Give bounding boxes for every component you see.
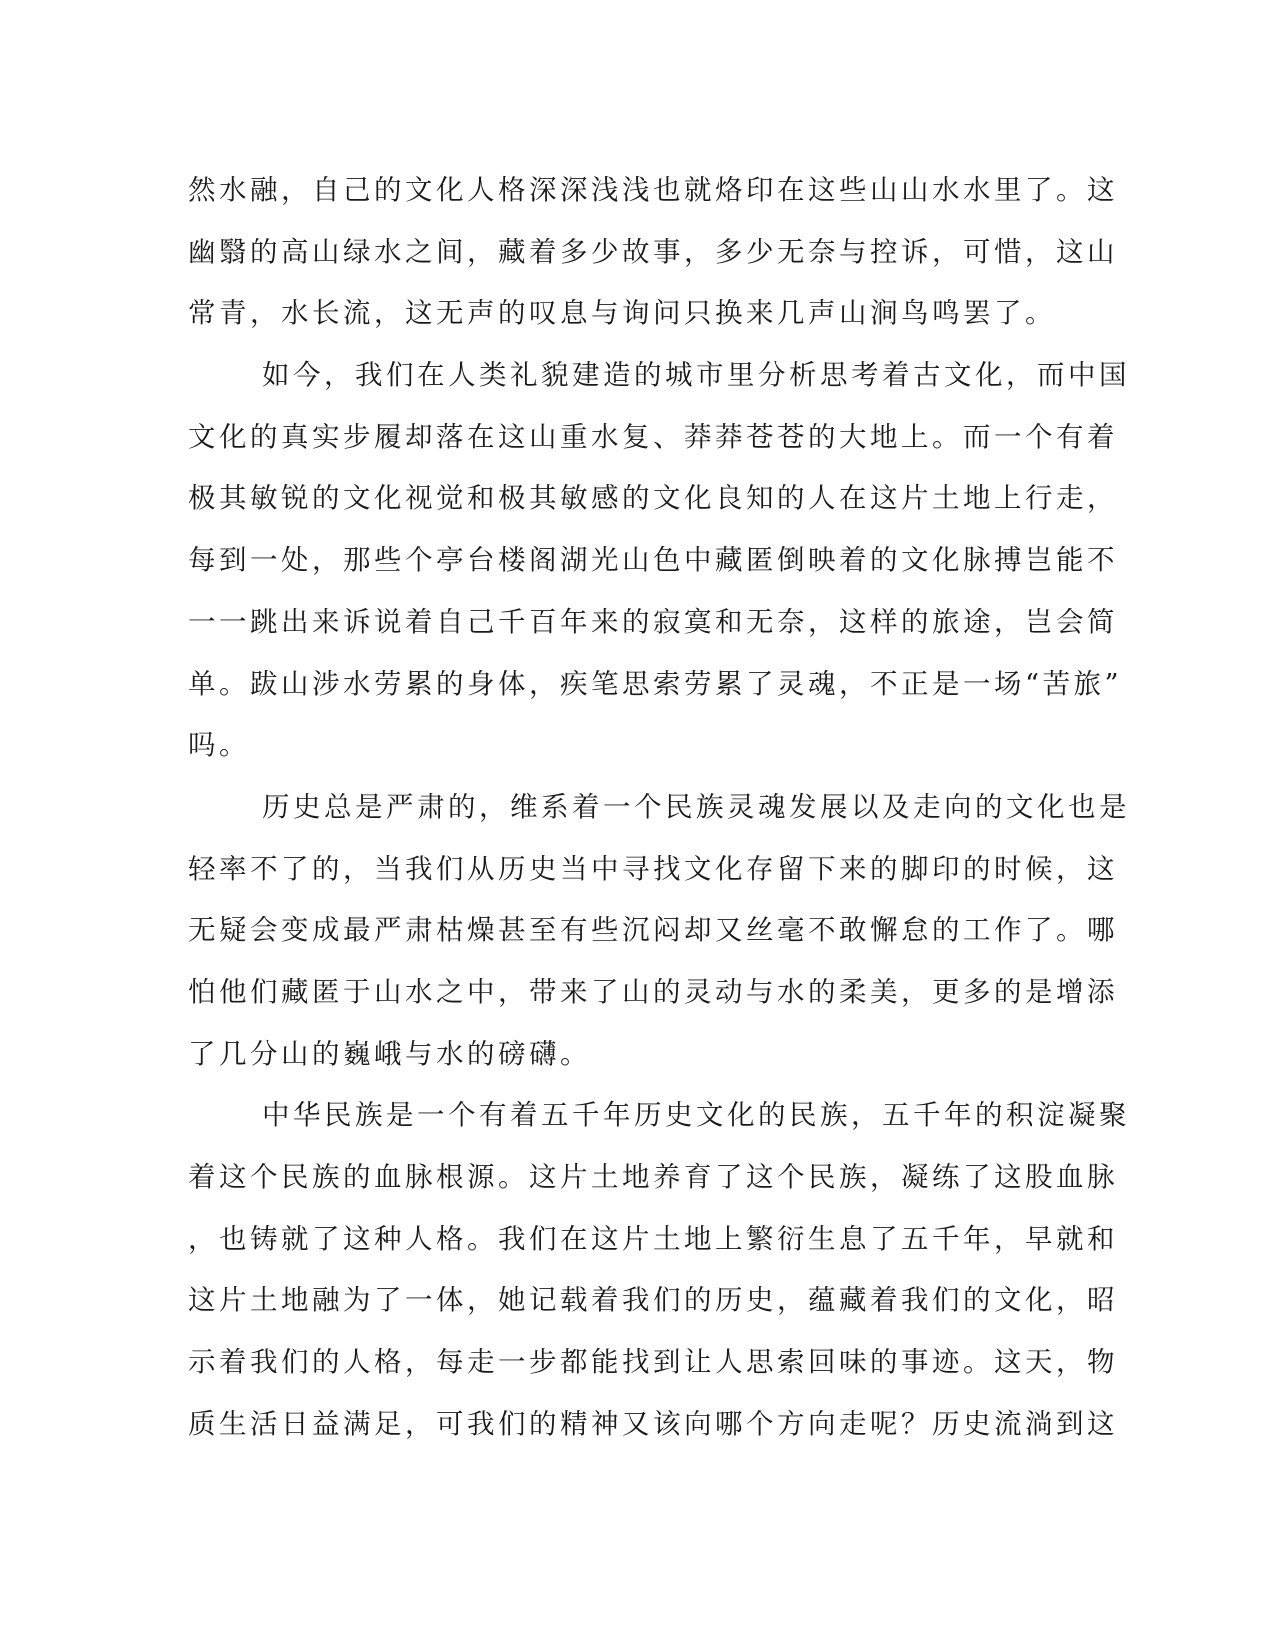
text-line: 极其敏锐的文化视觉和极其敏感的文化良知的人在这片土地上行走， [188,482,1118,515]
text-line: 一一跳出来诉说着自己千百年来的寂寞和无奈，这样的旅途，岂会简 [188,605,1118,638]
text-line: 每到一处，那些个亭台楼阁湖光山色中藏匿倒映着的文化脉搏岂能不 [188,544,1118,577]
text-line: 幽翳的高山绿水之间，藏着多少故事，多少无奈与控诉，可惜，这山 [188,235,1118,268]
text-line: 然水融，自己的文化人格深深浅浅也就烙印在这些山山水水里了。这 [188,174,1118,206]
text-line: 无疑会变成最严肃枯燥甚至有些沉闷却又丝毫不敢懈怠的工作了。哪 [188,914,1118,947]
text-line: 示着我们的人格，每走一步都能找到让人思索回味的事迹。这天，物 [188,1346,1118,1379]
text-line: 怕他们藏匿于山水之中，带来了山的灵动与水的柔美，更多的是增添 [188,975,1118,1008]
paragraph-first-line: 中华民族是一个有着五千年历史文化的民族，五千年的积淀凝聚 [262,1099,1130,1132]
body-text [188,160,1130,1455]
paragraph-first-line: 如今，我们在人类礼貌建造的城市里分析思考着古文化，而中国 [262,359,1130,392]
text-line: 着这个民族的血脉根源。这片土地养育了这个民族，凝练了这股血脉 [188,1161,1118,1193]
text-line: 这片土地融为了一体，她记载着我们的历史，蕴藏着我们的文化，昭 [188,1284,1118,1317]
text-line: ，也铸就了这种人格。我们在这片土地上繁衍生息了五千年，早就和 [188,1222,1118,1255]
text-line: 文化的真实步履却落在这山重水复、莽莽苍苍的大地上。而一个有着 [188,420,1118,453]
text-line: 了几分山的巍峨与水的磅礴。 [188,1037,591,1070]
text-line: 轻率不了的，当我们从历史当中寻找文化存留下来的脚印的时候，这 [188,852,1118,885]
text-line: 单。跋山涉水劳累的身体，疾笔思索劳累了灵魂，不正是一场“苦旅” [188,667,1123,700]
text-line: 吗。 [188,729,250,762]
paragraph-first-line: 历史总是严肃的，维系着一个民族灵魂发展以及走向的文化也是 [262,790,1130,823]
text-line: 质生活日益满足，可我们的精神又该向哪个方向走呢？历史流淌到这 [188,1407,1118,1440]
text-line: 常青，水长流，这无声的叹息与询问只换来几声山涧鸟鸣罢了。 [188,297,1056,330]
